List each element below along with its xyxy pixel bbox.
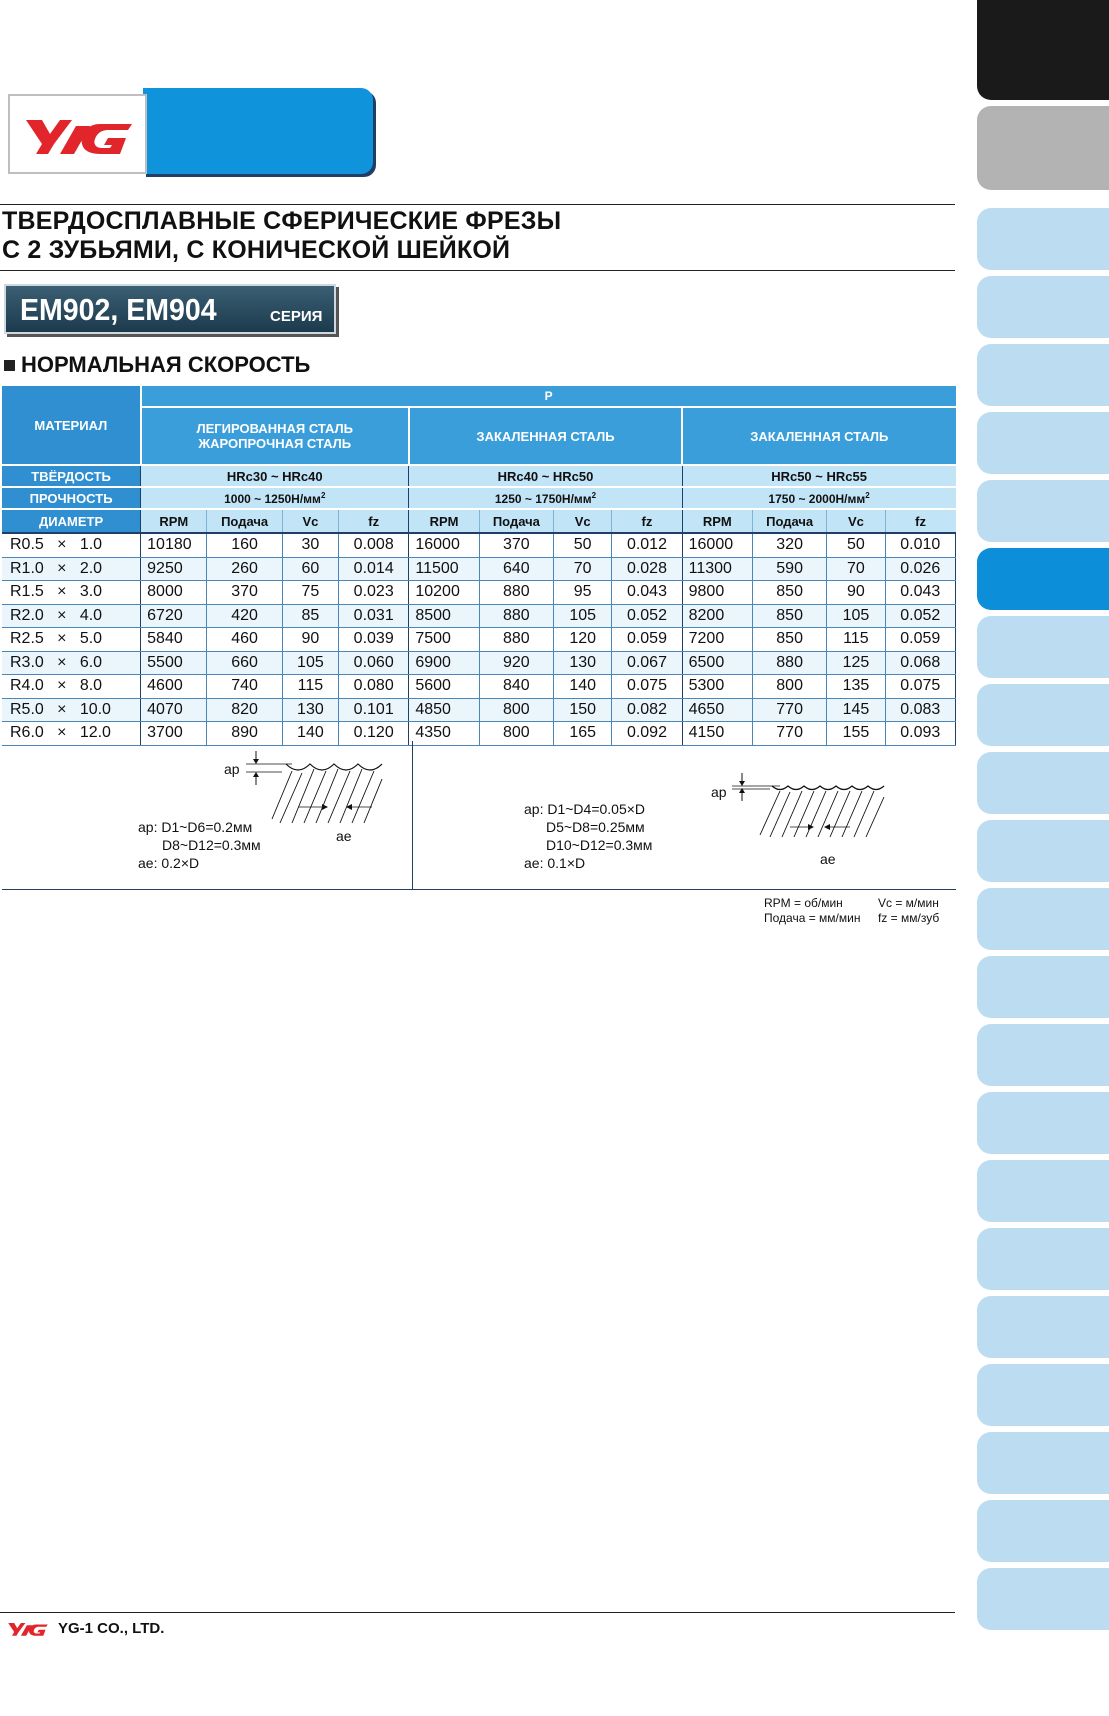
rpm-cell: 6720 (141, 604, 207, 628)
table-row (2, 604, 956, 628)
side-tab-grey[interactable] (977, 106, 1109, 190)
title-rule-top (0, 204, 955, 205)
bullet-square-icon (4, 360, 15, 371)
fz-cell: 0.031 (339, 604, 409, 628)
fz-cell: 0.093 (885, 722, 955, 746)
rpm-cell: 6500 (682, 651, 752, 675)
side-tab[interactable] (977, 956, 1109, 1018)
side-tab[interactable] (977, 1568, 1109, 1630)
side-tab[interactable] (977, 412, 1109, 474)
side-tab[interactable] (977, 616, 1109, 678)
brand-banner (143, 88, 373, 174)
brand-header (4, 88, 374, 176)
rpm-cell: 3700 (141, 722, 207, 746)
vc-cell: 140 (554, 675, 612, 699)
side-tab[interactable] (977, 276, 1109, 338)
col-head-feed: Подача (479, 509, 553, 533)
col-head-vc: Vc (282, 509, 338, 533)
side-tab[interactable] (977, 480, 1109, 542)
vc-cell: 120 (554, 628, 612, 652)
rpm-cell: 11500 (409, 557, 479, 581)
rpm-cell: 16000 (682, 533, 752, 557)
col-head-fz: fz (612, 509, 682, 533)
fz-cell: 0.010 (885, 533, 955, 557)
rpm-cell: 8000 (141, 581, 207, 605)
units-fz: fz = мм/зуб (878, 911, 940, 925)
side-tab[interactable] (977, 1024, 1109, 1086)
vc-cell: 105 (282, 651, 338, 675)
strength-group-2-sup: 2 (591, 490, 597, 500)
col-head-fz: fz (339, 509, 409, 533)
diameter-cell: R0.5 × 1.0 (2, 533, 141, 557)
table-row (2, 557, 956, 581)
col-head-vc: Vc (827, 509, 885, 533)
strength-group-3-sup: 2 (865, 490, 870, 500)
side-tab[interactable] (977, 1432, 1109, 1494)
diagram-left-cut-icon (242, 749, 412, 825)
rpm-cell: 5600 (409, 675, 479, 699)
rpm-cell: 9800 (682, 581, 752, 605)
feed-cell: 850 (752, 581, 826, 605)
feed-cell: 880 (479, 581, 553, 605)
diagram-right-ap-label: ap (711, 784, 727, 800)
side-tab[interactable] (977, 1364, 1109, 1426)
vc-cell: 105 (827, 604, 885, 628)
table-row (2, 533, 956, 557)
diameter-cell: R2.0 × 4.0 (2, 604, 141, 628)
side-tab[interactable] (977, 1228, 1109, 1290)
side-tab[interactable] (977, 820, 1109, 882)
rpm-cell: 10180 (141, 533, 207, 557)
col-head-feed: Подача (207, 509, 282, 533)
footer-rule (0, 1612, 955, 1613)
table-row (2, 698, 956, 722)
footer-yg-logo-icon (6, 1620, 50, 1638)
fz-cell: 0.092 (612, 722, 682, 746)
side-tab[interactable] (977, 684, 1109, 746)
diameter-cell: R2.5 × 5.0 (2, 628, 141, 652)
col-head-rpm: RPM (409, 509, 479, 533)
rpm-cell: 4600 (141, 675, 207, 699)
vc-cell: 115 (282, 675, 338, 699)
diagram-right-line1: ap: D1~D4=0.05×D (524, 801, 646, 817)
vc-cell: 165 (554, 722, 612, 746)
fz-cell: 0.120 (339, 722, 409, 746)
units-feed: Подача = мм/мин (764, 911, 861, 925)
speed-table (2, 386, 956, 746)
vc-cell: 130 (282, 698, 338, 722)
group-p-label: P (141, 386, 956, 407)
vc-cell: 155 (827, 722, 885, 746)
fz-cell: 0.043 (612, 581, 682, 605)
diameter-cell: R3.0 × 6.0 (2, 651, 141, 675)
feed-cell: 840 (479, 675, 553, 699)
feed-cell: 800 (479, 722, 553, 746)
feed-cell: 660 (207, 651, 282, 675)
vc-cell: 60 (282, 557, 338, 581)
strength-group-1-sup: 2 (320, 490, 326, 500)
feed-cell: 880 (479, 628, 553, 652)
side-tab[interactable] (977, 208, 1109, 270)
feed-cell: 420 (207, 604, 282, 628)
vc-cell: 70 (827, 557, 885, 581)
strength-group-2 (409, 487, 682, 509)
fz-cell: 0.026 (885, 557, 955, 581)
vc-cell: 130 (554, 651, 612, 675)
hardness-group-2: HRc40 ~ HRc50 (409, 465, 682, 487)
diagram-left-line2: D8~D12=0.3мм (162, 837, 261, 853)
feed-cell: 850 (752, 628, 826, 652)
rpm-cell: 4070 (141, 698, 207, 722)
vc-cell: 30 (282, 533, 338, 557)
page-title-line2: С 2 ЗУБЬЯМИ, С КОНИЧЕСКОЙ ШЕЙКОЙ (2, 236, 511, 264)
diagram-right-ae-label: ae (820, 851, 836, 867)
fz-cell: 0.082 (612, 698, 682, 722)
strength-group-3 (682, 487, 955, 509)
series-word: СЕРИЯ (270, 308, 323, 325)
diameter-cell: R6.0 × 12.0 (2, 722, 141, 746)
feed-cell: 770 (752, 722, 826, 746)
page-title (2, 207, 561, 265)
table-row (2, 628, 956, 652)
side-tab[interactable] (977, 344, 1109, 406)
rpm-cell: 9250 (141, 557, 207, 581)
table-body (2, 533, 956, 745)
hardness-group-1: HRc30 ~ HRc40 (141, 465, 409, 487)
strength-group-1 (141, 487, 409, 509)
rpm-cell: 4150 (682, 722, 752, 746)
feed-cell: 820 (207, 698, 282, 722)
hardness-group-3: HRc50 ~ HRc55 (682, 465, 955, 487)
footer-company: YG-1 CO., LTD. (58, 1620, 165, 1637)
side-tab[interactable] (977, 888, 1109, 950)
feed-cell: 880 (752, 651, 826, 675)
rpm-cell: 8500 (409, 604, 479, 628)
table-row (2, 675, 956, 699)
fz-cell: 0.014 (339, 557, 409, 581)
feed-cell: 160 (207, 533, 282, 557)
feed-cell: 460 (207, 628, 282, 652)
vc-cell: 145 (827, 698, 885, 722)
diagram-right-line3: D10~D12=0.3мм (546, 837, 653, 853)
strength-group-1-text: 1000 ~ 1250Н/мм (224, 491, 321, 506)
diagram-left-ae-label: ae (336, 828, 352, 844)
feed-cell: 590 (752, 557, 826, 581)
rpm-cell: 4350 (409, 722, 479, 746)
side-tab[interactable] (977, 1160, 1109, 1222)
hardness-label: ТВЁРДОСТЬ (2, 465, 141, 487)
material-group-1-line1: ЛЕГИРОВАННАЯ СТАЛЬ (196, 421, 354, 436)
fz-cell: 0.028 (612, 557, 682, 581)
feed-cell: 640 (479, 557, 553, 581)
brand-logo-box (8, 94, 147, 174)
col-head-feed: Подача (752, 509, 826, 533)
feed-cell: 320 (752, 533, 826, 557)
fz-cell: 0.023 (339, 581, 409, 605)
material-group-3: ЗАКАЛЕННАЯ СТАЛЬ (682, 407, 955, 465)
feed-cell: 890 (207, 722, 282, 746)
fz-cell: 0.075 (612, 675, 682, 699)
side-tab[interactable] (977, 1092, 1109, 1154)
rpm-cell: 11300 (682, 557, 752, 581)
vc-cell: 90 (827, 581, 885, 605)
vc-cell: 70 (554, 557, 612, 581)
strength-group-3-text: 1750 ~ 2000Н/мм (768, 491, 866, 506)
feed-cell: 260 (207, 557, 282, 581)
vc-cell: 105 (554, 604, 612, 628)
fz-cell: 0.080 (339, 675, 409, 699)
units-vc: Vc = м/мин (878, 896, 939, 910)
rpm-cell: 4850 (409, 698, 479, 722)
diagram-left-ap-label: ap (224, 761, 240, 777)
diameter-label: ДИАМЕТР (2, 509, 141, 533)
side-tab[interactable] (977, 1296, 1109, 1358)
vc-cell: 125 (827, 651, 885, 675)
feed-cell: 850 (752, 604, 826, 628)
vc-cell: 140 (282, 722, 338, 746)
feed-cell: 740 (207, 675, 282, 699)
fz-cell: 0.012 (612, 533, 682, 557)
series-banner (4, 284, 336, 334)
fz-cell: 0.075 (885, 675, 955, 699)
material-group-2: ЗАКАЛЕННАЯ СТАЛЬ (409, 407, 682, 465)
col-head-vc: Vc (554, 509, 612, 533)
diagram-right-cut-icon (732, 771, 892, 841)
vc-cell: 95 (554, 581, 612, 605)
rpm-cell: 5500 (141, 651, 207, 675)
vc-cell: 75 (282, 581, 338, 605)
diameter-cell: R1.0 × 2.0 (2, 557, 141, 581)
feed-cell: 370 (207, 581, 282, 605)
fz-cell: 0.060 (339, 651, 409, 675)
yg-logo-icon (20, 114, 138, 158)
feed-cell: 800 (752, 675, 826, 699)
material-label: МАТЕРИАЛ (2, 386, 141, 465)
side-tab-active[interactable] (977, 548, 1109, 610)
diagram-divider (412, 741, 413, 889)
units-rpm: RPM = об/мин (764, 896, 843, 910)
vc-cell: 85 (282, 604, 338, 628)
rpm-cell: 5300 (682, 675, 752, 699)
section-heading (4, 352, 310, 378)
strength-group-2-text: 1250 ~ 1750Н/мм (494, 491, 592, 506)
rpm-cell: 7200 (682, 628, 752, 652)
diagram-left-line1: ap: D1~D6=0.2мм (138, 819, 253, 835)
vc-cell: 90 (282, 628, 338, 652)
material-group-1-line2: ЖАРОПРОЧНАЯ СТАЛЬ (198, 436, 352, 451)
strength-label: ПРОЧНОСТЬ (2, 487, 141, 509)
cutting-diagrams (2, 741, 956, 890)
vc-cell: 150 (554, 698, 612, 722)
fz-cell: 0.008 (339, 533, 409, 557)
diameter-cell: R1.5 × 3.0 (2, 581, 141, 605)
col-head-rpm: RPM (141, 509, 207, 533)
feed-cell: 770 (752, 698, 826, 722)
fz-cell: 0.101 (339, 698, 409, 722)
diameter-cell: R5.0 × 10.0 (2, 698, 141, 722)
table-row (2, 651, 956, 675)
col-head-fz: fz (885, 509, 955, 533)
side-tab[interactable] (977, 1500, 1109, 1562)
diagram-right-line4: ae: 0.1×D (524, 855, 586, 871)
rpm-cell: 5840 (141, 628, 207, 652)
page-title-line1: ТВЕРДОСПЛАВНЫЕ СФЕРИЧЕСКИЕ ФРЕЗЫ (2, 207, 562, 235)
diagram-left-line3: ae: 0.2×D (138, 855, 200, 871)
side-tab[interactable] (977, 752, 1109, 814)
fz-cell: 0.059 (885, 628, 955, 652)
feed-cell: 920 (479, 651, 553, 675)
vc-cell: 50 (554, 533, 612, 557)
fz-cell: 0.043 (885, 581, 955, 605)
diameter-cell: R4.0 × 8.0 (2, 675, 141, 699)
fz-cell: 0.059 (612, 628, 682, 652)
series-name: EM902, EM904 (20, 292, 217, 327)
feed-cell: 370 (479, 533, 553, 557)
rpm-cell: 6900 (409, 651, 479, 675)
material-group-1 (141, 407, 409, 465)
diagram-right-line2: D5~D8=0.25мм (546, 819, 645, 835)
vc-cell: 135 (827, 675, 885, 699)
rpm-cell: 4650 (682, 698, 752, 722)
fz-cell: 0.068 (885, 651, 955, 675)
rpm-cell: 16000 (409, 533, 479, 557)
feed-cell: 880 (479, 604, 553, 628)
side-tab-dark[interactable] (977, 0, 1109, 100)
rpm-cell: 8200 (682, 604, 752, 628)
vc-cell: 50 (827, 533, 885, 557)
fz-cell: 0.067 (612, 651, 682, 675)
rpm-cell: 7500 (409, 628, 479, 652)
table-row (2, 581, 956, 605)
fz-cell: 0.083 (885, 698, 955, 722)
feed-cell: 800 (479, 698, 553, 722)
fz-cell: 0.039 (339, 628, 409, 652)
title-rule-bottom (0, 270, 955, 271)
rpm-cell: 10200 (409, 581, 479, 605)
fz-cell: 0.052 (612, 604, 682, 628)
vc-cell: 115 (827, 628, 885, 652)
section-heading-text: НОРМАЛЬНАЯ СКОРОСТЬ (21, 352, 311, 377)
fz-cell: 0.052 (885, 604, 955, 628)
col-head-rpm: RPM (682, 509, 752, 533)
